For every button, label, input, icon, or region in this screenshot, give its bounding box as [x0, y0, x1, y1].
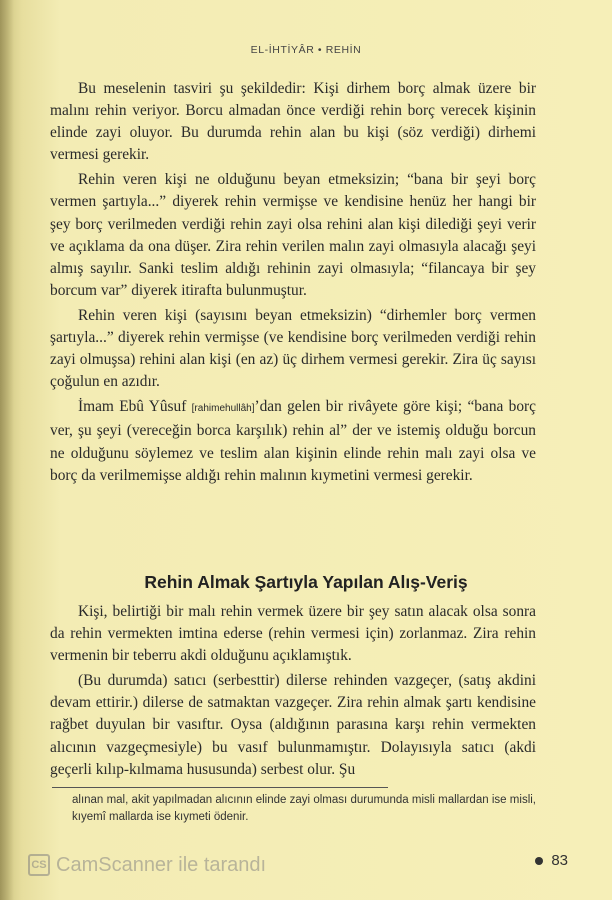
main-text [50, 78, 536, 490]
camscanner-logo-icon: CS [28, 854, 50, 876]
binding-shadow [0, 0, 14, 900]
section-paragraph-1: Kişi, belirtiği bir malı rehin vermek üzere bir şey satın alacak olsa sonra da rehin vermekten imtina ederse (rehin vermesi için) zorlanmaz. Zira rehin vermenin bir teberru akdi olduğunu açıklamıştık. [50, 603, 536, 665]
page-number [535, 852, 568, 869]
watermark-text: CamScanner ile tarandı [56, 853, 267, 876]
honorific: [rahimehullâh] [191, 403, 255, 415]
footnote-divider [52, 787, 388, 788]
imam-text-start: İmam Ebû Yûsuf [78, 398, 192, 416]
page-number-value: 83 [551, 852, 568, 869]
paragraph-imam [50, 396, 536, 486]
section-heading: Rehin Almak Şartıyla Yapılan Alış-Veriş [144, 572, 468, 592]
section-paragraph-2: (Bu durumda) satıcı (serbesttir) dilerse rehinden vazgeçer, (satış akdini devam ettirir.) dilerse de satmaktan vazgeçer. Zira rehin almak şartı kendisine rağbet duyulan bir vasıftır. Oysa (aldığının parasına karşı rehin vermekten alıcının vazgeçmesiyle) bu vasıf bulunmamıştır. Dolayısıyla satıcı (akdi geçerli kılıp-kılmama hususunda) serbest olur. Şu [50, 672, 536, 778]
scanner-watermark [28, 852, 266, 878]
paragraph-1: Bu meselenin tasviri şu şekildedir: Kişi dirhem borç almak üzere bir malını rehin veriyor. Borcu almadan önce verdiği rehin borç verecek kişinin elinde zayi oluyor. Bu durumda rehin alan bu kişi (söz verdiği) dirhemi vermesi gerekir. [50, 80, 536, 164]
imam-text-end: ’dan gelen bir rivâyete göre kişi; “bana borç ver, şu şeyi (vereceğin borca karşılık) rehin al” der ve istemiş olduğu borcun ne olduğunu söylemez ve teslim alan kişinin elinde rehin malı zayi olsa ve borç da verilmemişse aldığı rehin malının kıymetini vermesi gerekir. [50, 398, 536, 484]
paragraph-3: Rehin veren kişi (sayısını beyan etmeksizin) “dirhemler borç vermen şartıyla...” diyerek rehin vermişse (ve kendisine borç verilmeden verdiği rehin zayi olmuşsa) rehini alan kişi (en az) üç dirhem vermesi gerekir. Zira üç sayısı çoğulun en azıdır. [50, 306, 536, 391]
bullet-dot-icon [535, 857, 543, 865]
section-text [50, 601, 536, 784]
running-header: EL-İHTİYÂR • REHİN [250, 44, 362, 56]
paragraph-2: Rehin veren kişi ne olduğunu beyan etmeksizin; “bana bir şeyi borç vermen şartıyla...” diyerek rehin vermişse ve kendisine henüz her hangi bir şey borç verilmeden verdiği rehin zayi olsa rehini alan kişi dilediği şeyi verir ve açıklama da ona düşer. Zira rehin verilen malın zayi olmasıyla alacağı şeyi almış sayılır. Sanki teslim aldığı rehinin zayi olmasıyla; “filancaya bir şey borcum var” diyerek itirafta bulunmuştur. [50, 171, 536, 299]
footnote: alınan mal, akit yapılmadan alıcının elinde zayi olması durumunda misli mallardan ise misli, kıyemî mallarda ise kıymeti ödenir. [72, 794, 536, 823]
